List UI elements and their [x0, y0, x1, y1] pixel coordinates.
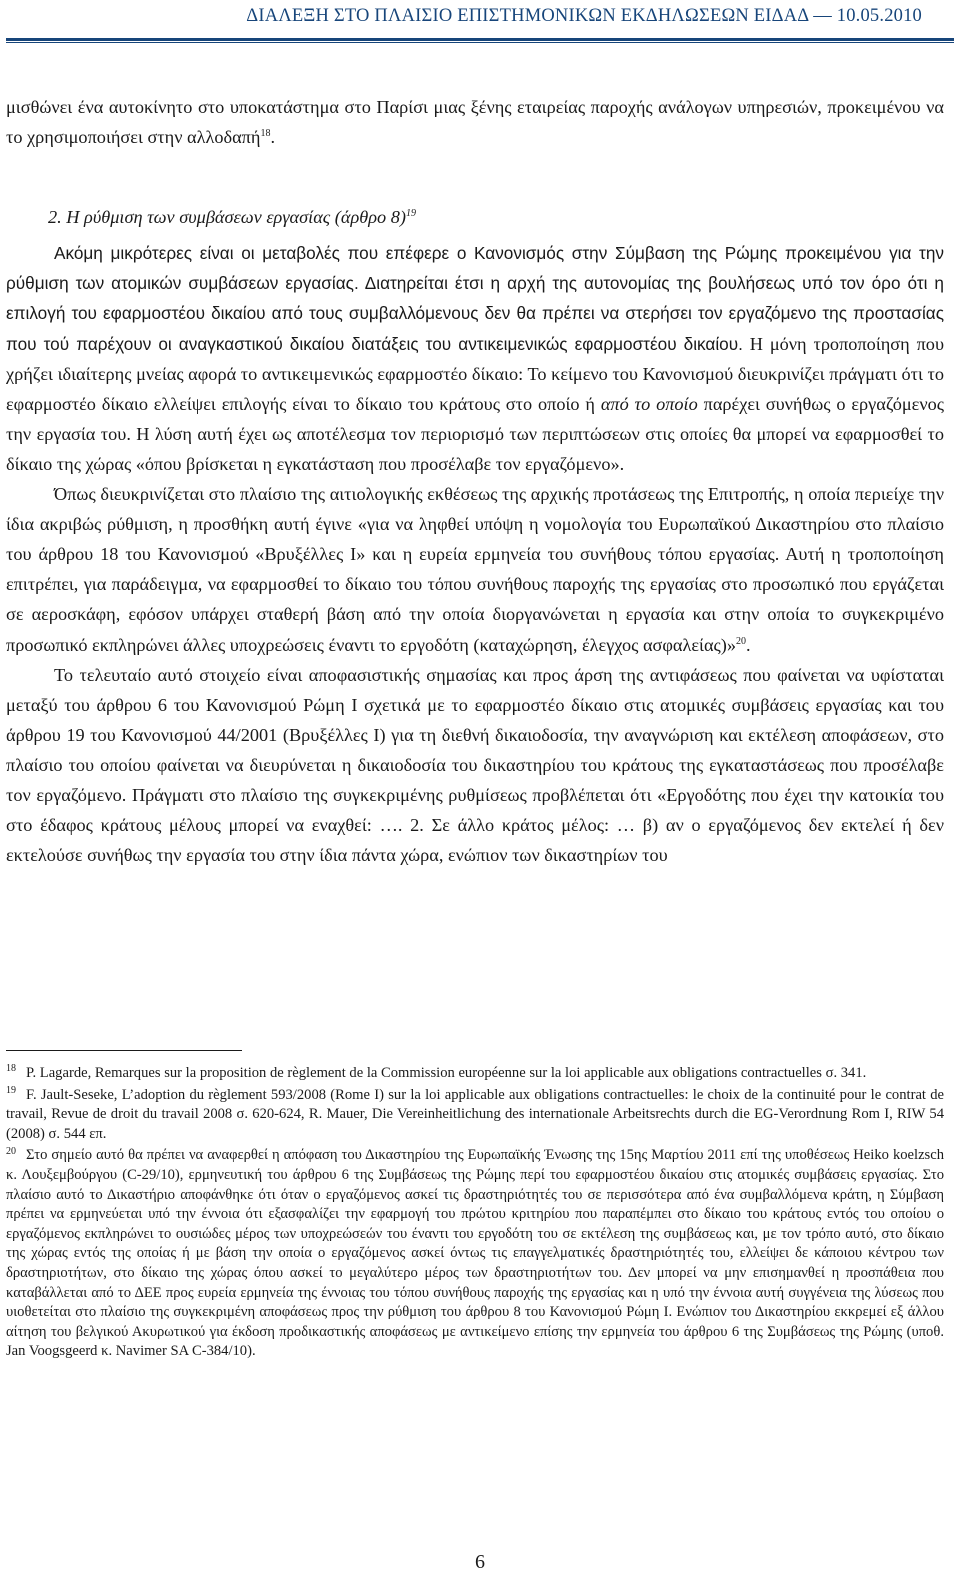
footnote-19	[6, 1086, 944, 1145]
footnote-number: 20	[6, 1145, 16, 1157]
paragraph-1-sans: Ακόμη μικρότερες είναι οι μεταβολές που επέφερε ο Κανονισμός στην Σύμβαση της Ρώμης προκειμένου για την ρύθμιση των ατομικών συμβάσεων εργασίας. Διατηρείται έτσι η αρχή της αυτονομίας της βουλήσεως υπό τον όρο ότι η επιλογή του εφαρμοστέου δικαίου από τους συμβαλλόμενους δεν θα πρέπει να στερήσει τον εργαζόμενο της προστασίας που τού παρέχουν οι αναγκαστικού δικαίου διατάξεις του αντικειμενικώς εφαρμοστέου δικαίου.	[6, 243, 944, 354]
paragraph-1-b: παρέχει συνήθως ο εργαζόμενος την εργασία του. Η λύση αυτή έχει ως αποτέλεσμα τον περιορισμό των περιπτώσεων στις οποίες θα μπορεί να εφαρμοσθεί το δίκαιο της χώρας «όπου βρίσκεται η εγκατάσταση που προσέλαβε τον εργαζόμενο».	[6, 393, 944, 474]
page-header: ΔΙΑΛΕΞΗ ΣΤΟ ΠΛΑΙΣΙΟ ΕΠΙΣΤΗΜΟΝΙΚΩΝ ΕΚΔΗΛΩΣΕΩΝ ΕΙΔΑΔ — 10.05.2010	[246, 6, 922, 26]
footnote-text: F. Jault-Seseke, L’adoption du règlement 593/2008 (Rome I) sur la loi applicable aux obligations contractuelles: le choix de la continuité pour le contrat de travail, Revue de droit du travail 2008 σ. 620-624, R. Mauer, Die Vereinheitlichung des internationale Arbeitsrechts durch die EG-Verordnung Rom I, RIW 54 (2008) σ. 544 επ.	[6, 1086, 944, 1142]
footnote-text: Στο σημείο αυτό θα πρέπει να αναφερθεί η απόφαση του Δικαστηρίου της Ευρωπαϊκής Ένωσης της 15ης Μαρτίου 2011 επί της υποθέσεως Heiko koelzsch κ. Λουξεμβούργου (C-29/10), ερμηνευτική του άρθρου 6 της Συμβάσεως της Ρώμης περί του εφαρμοστέου δικαίου στις ατομικές συμβάσεις εργασίας. Στο πλαίσιο αυτό το Δικαστήριο αποφάνθηκε ότι όταν ο εργαζόμενος ασκεί τις δραστηριότητές του σε περισσότερα από ένα συμβαλλόμενα κράτη, η Σύμβαση πρέπει να ερμηνεύεται υπό την έννοια ότι εξασφαλίζει την εφαρμογή του πρώτου κριτηρίου που παραπέμπει στο δίκαιο του κράτους εντός του οποίου ο εργαζόμενος εκπληρώνει το ουσιώδες μέρος των υποχρεώσεών του έναντι του εργοδότη του σε εκτέλεση της συμβάσεως και, με τον τρόπο αυτό, στο δίκαιο της χώρας εντός της οποίας ή με βάση την οποία ο εργαζόμενος ασκεί όντως τις επαγγελματικές δραστηριότητές του, ελλείψει δε κάποιου κέντρου των δραστηριοτήτων, στο δίκαιο της χώρας όπου ασκεί το μεγαλύτερο μέρος των δραστηριοτήτων του. Δεν μπορεί να μην επισημανθεί η προσπάθεια που καταβάλλεται από το ΔΕΕ προς ευρεία ερμηνεία της έννοιας του τόπου συνήθους παροχής της εργασίας και η υπό την έννοια αυτή συγγένεια της λύσεως που υιοθετείται στο πλαίσιο της συγκεκριμένη αποφάσεως προς την ρύθμιση του άρθρου 8 του Κανονισμού Ρώμη Ι. Ενώπιον του Δικαστηρίου εκκρεμεί εξ άλλου αίτηση του βελγικού Ακυρωτικού για έκδοση προδικαστικής αποφάσεως με αντικείμενο επίσης την ερμηνεία του άρθρου 6 της Συμβάσεως της Ρώμης (υποθ. Jan Voogsgeerd κ. Navimer SA C-384/10).	[6, 1147, 944, 1360]
paragraph-2-end: .	[746, 634, 751, 655]
section-heading	[6, 202, 944, 232]
footnote-ref-18[interactable]: 18	[260, 128, 271, 139]
footnote-number: 18	[6, 1063, 16, 1075]
paragraph-2	[6, 479, 944, 660]
footnotes	[6, 1064, 944, 1364]
paragraph-2-text: Όπως διευκρινίζεται στο πλαίσιο της αιτιολογικής εκθέσεως της αρχικής προτάσεως της Επιτροπής, η οποία περιείχε την ίδια ακριβώς ρύθμιση, η προσθήκη αυτή έγινε «για να ληφθεί υπόψη η νομολογία του Ευρωπαϊκού Δικαστηρίου στο πλαίσιο του άρθρου 18 του Κανονισμού «Βρυξέλλες Ι» και η ευρεία ερμηνεία του συνήθους τόπου εργασίας. Αυτή η τροποποίηση επιτρέπει, για παράδειγμα, να εφαρμοσθεί το δίκαιο του τόπου συνήθους παροχής της εργασίας στο προσωπικό που εργάζεται σε αεροσκάφη, εφόσον υπάρχει σταθερή βάση από την οποία διοργανώνεται η εργασία και στην οποία το συγκεκριμένο προσωπικό εκπληρώνει άλλες υποχρεώσεις έναντι το εργοδότη (καταχώρηση, έλεγχος ασφαλείας)»	[6, 484, 944, 655]
footnote-18	[6, 1064, 944, 1084]
footnote-text: P. Lagarde, Remarques sur la proposition de règlement de la Commission européenne sur la loi applicable aux obligations contractuelles σ. 341.	[26, 1065, 867, 1081]
header-rule-thick	[6, 38, 954, 41]
footnote-number: 19	[6, 1084, 16, 1096]
paragraph-1-italic: από το οποίο	[600, 393, 698, 414]
paragraph-3: Το τελευταίο αυτό στοιχείο είναι αποφασιστικής σημασίας και προς άρση της αντιφάσεως που φαίνεται να υφίσταται μεταξύ του άρθρου 6 του Κανονισμού Ρώμη Ι σχετικά με το εφαρμοστέο δίκαιο στις ατομικές συμβάσεις εργασίας και του άρθρου 19 του Κανονισμού 44/2001 (Βρυξέλλες Ι) για τη διεθνή δικαιοδοσία, την αναγνώριση και εκτέλεση αποφάσεων, στο πλαίσιο του οποίου φαίνεται να διευρύνεται η δικαιοδοσία του δικαστηρίου του κράτους της εγκαταστάσεως που προσέλαβε τον εργαζόμενο. Πράγματι στο πλαίσιο της συγκεκριμένης ρυθμίσεως προβλέπεται ότι «Εργοδότης που έχει την κατοικία του στο έδαφος κράτους μέλους μπορεί να εναχθεί: …. 2. Σε άλλο κράτος μέλος: … β) αν ο εργαζόμενος δεν εκτελεί ή δεν εκτελούσε συνήθως την εργασία του στην ίδια πάντα χώρα, ενώπιον των δικαστηρίων του	[6, 664, 944, 866]
header-rule-thin	[6, 42, 954, 43]
paragraph-1	[6, 238, 944, 479]
intro-text: μισθώνει ένα αυτοκίνητο στο υποκατάστημα στο Παρίσι μιας ξένης εταιρείας παροχής ανάλογων υπηρεσιών, προκειμένου να το χρησιμοποιήσει στην αλλοδαπή	[6, 97, 944, 148]
main-text	[6, 92, 944, 870]
footnote-separator	[6, 1050, 242, 1051]
paragraph-1-a: Η μόνη τροποποίηση που χρήζει ιδιαίτερης μνείας αφορά το αντικειμενικώς εφαρμοστέο δίκαιο: Το κείμενο του Κανονισμού διευκρινίζει πράγματι ότι το εφαρμοστέο δίκαιο ελλείψει επιλογής είναι το δίκαιο του κράτους στο οποίο ή	[6, 333, 944, 414]
footnote-20	[6, 1146, 944, 1362]
section-heading-text: 2. Η ρύθμιση των συμβάσεων εργασίας (άρθρο 8)	[48, 207, 406, 228]
intro-end: .	[270, 127, 276, 148]
footnote-ref-19[interactable]: 19	[405, 208, 416, 220]
footnote-ref-20[interactable]: 20	[736, 635, 747, 647]
intro-paragraph	[6, 92, 944, 152]
page-number: 6	[475, 1551, 485, 1573]
